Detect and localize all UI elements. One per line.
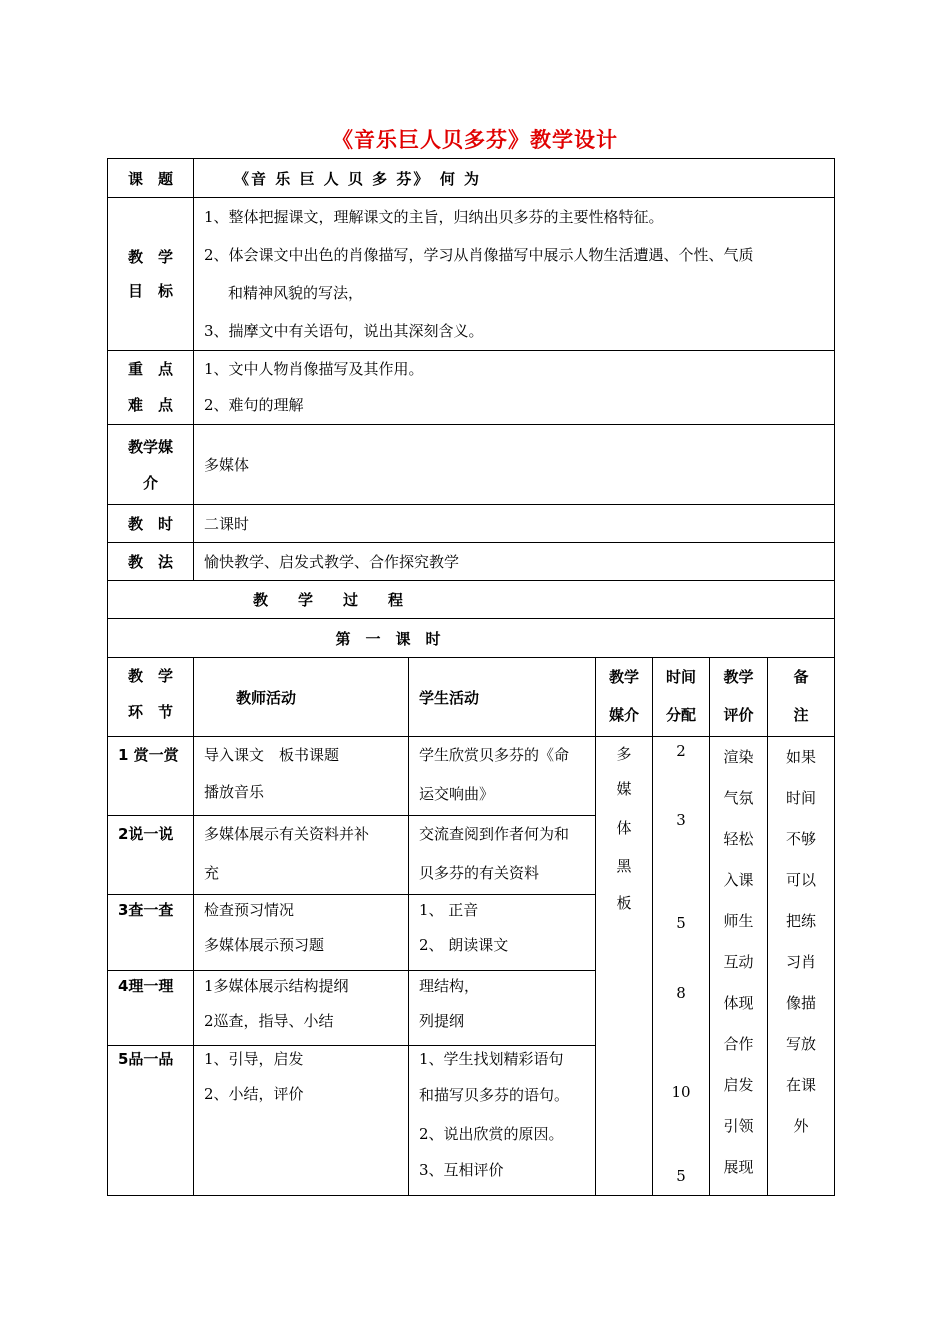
- note-item: 写放: [786, 1035, 817, 1053]
- step-teacher: [194, 971, 409, 1046]
- eval-column: [710, 737, 768, 1196]
- step-student-line: 交流查阅到作者何为和: [419, 825, 570, 843]
- media-label: [108, 425, 194, 505]
- step-teacher-line: 2巡查，指导、小结: [204, 1012, 334, 1030]
- note-item: 像描: [786, 994, 817, 1012]
- note-item: 外: [793, 1117, 809, 1135]
- col-note-header: [768, 658, 835, 737]
- goal-item: 1、整体把握课文，理解课文的主旨，归纳出贝多芬的主要性格特征。: [204, 208, 664, 226]
- key-points-row: [108, 351, 835, 425]
- step-teacher-line: 检查预习情况: [204, 901, 295, 919]
- col-stage-header-line: 环 节: [127, 703, 173, 721]
- col-teacher-header: 教师活动: [194, 658, 409, 737]
- note-item: 在课: [786, 1076, 817, 1094]
- media-column: [596, 737, 653, 1196]
- lesson-header-row: [108, 619, 835, 658]
- step-student-line: 列提纲: [419, 1012, 465, 1030]
- note-item: 习肖: [786, 953, 817, 971]
- step-stage: [108, 816, 194, 895]
- media-col-char: 多: [616, 745, 632, 763]
- step-teacher-line: 1、引导，启发: [204, 1050, 304, 1068]
- goals-label-line-1: 教 学: [127, 248, 173, 266]
- method-row: [108, 543, 835, 581]
- step-stage: [108, 737, 194, 816]
- col-note-header-line: 注: [793, 706, 809, 724]
- step-student-line: 学生欣赏贝多芬的《命: [419, 746, 570, 764]
- eval-item: 合作: [723, 1035, 754, 1053]
- method-label: 教 法: [108, 543, 194, 581]
- key-points-label: [108, 351, 194, 425]
- eval-item: 启发: [723, 1076, 754, 1094]
- goals-row: [108, 198, 835, 351]
- eval-item: 互动: [723, 953, 754, 971]
- step-student-line: 3、互相评价: [419, 1161, 504, 1179]
- step-teacher-line: 2、小结，评价: [204, 1085, 304, 1103]
- step-student: [409, 971, 596, 1046]
- step-teacher: [194, 816, 409, 895]
- eval-item: 轻松: [723, 830, 754, 848]
- step-student-line: 运交响曲》: [419, 785, 495, 803]
- time-value: 10: [671, 1083, 691, 1101]
- col-time-header-line: 时间: [665, 668, 696, 686]
- step-student-line: 和描写贝多芬的语句。: [419, 1086, 570, 1104]
- hours-row: [108, 505, 835, 543]
- step-stage-text: 5品一品: [118, 1050, 174, 1068]
- goals-label-line-2: 目 标: [127, 282, 173, 300]
- column-header-row: [108, 658, 835, 737]
- note-item: 如果: [786, 748, 817, 766]
- eval-item: 渲染: [723, 748, 754, 766]
- eval-item: 体现: [723, 994, 754, 1012]
- note-item: 可以: [786, 871, 817, 889]
- media-col-char: 体: [616, 819, 632, 837]
- step-student: [409, 816, 596, 895]
- step-stage-text: 3查一查: [118, 901, 174, 919]
- step-teacher: [194, 737, 409, 816]
- note-item: 不够: [786, 830, 817, 848]
- note-item: 把练: [786, 912, 817, 930]
- goals-content: [194, 198, 835, 351]
- hours-value: 二课时: [194, 505, 835, 543]
- col-stage-header-line: 教 学: [127, 667, 173, 685]
- media-row: [108, 425, 835, 505]
- time-value: 5: [676, 914, 686, 932]
- key-points-label-line-1: 重 点: [127, 360, 173, 378]
- step-student: [409, 737, 596, 816]
- hours-label: 教 时: [108, 505, 194, 543]
- topic-row: [108, 159, 835, 198]
- media-col-char: 媒: [616, 780, 632, 798]
- step-teacher-line: 充: [204, 864, 220, 882]
- lesson-header: [108, 619, 835, 658]
- key-point-item: 1、文中人物肖像描写及其作用。: [204, 360, 424, 378]
- eval-item: 气氛: [723, 789, 754, 807]
- goal-item: 和精神风貌的写法，: [228, 284, 364, 302]
- col-eval-header-line: 教学: [723, 668, 754, 686]
- col-note-header-line: 备: [793, 668, 809, 686]
- key-points-label-line-2: 难 点: [127, 396, 173, 414]
- media-col-char: 板: [616, 894, 632, 912]
- step-student-line: 贝多芬的有关资料: [419, 864, 540, 882]
- media-value: 多媒体: [194, 425, 835, 505]
- col-eval-header-line: 评价: [723, 706, 754, 724]
- media-label-line-1: 教学媒: [127, 437, 173, 456]
- media-col-char: 黑: [616, 857, 632, 875]
- step-teacher-line: 导入课文 板书课题: [204, 746, 340, 764]
- step-stage-text: 2说一说: [118, 825, 174, 843]
- col-stage-header: [108, 658, 194, 737]
- process-header-row: [108, 581, 835, 619]
- topic-label: 课 题: [108, 159, 194, 198]
- step-teacher-line: 播放音乐: [204, 783, 265, 801]
- step-stage: [108, 895, 194, 971]
- time-column: [653, 737, 710, 1196]
- step-stage-text: 4理一理: [118, 977, 174, 995]
- goal-item: 3、揣摩文中有关语句，说出其深刻含义。: [204, 322, 484, 340]
- col-eval-header: [710, 658, 768, 737]
- step-row: [108, 737, 835, 816]
- eval-item: 师生: [723, 912, 754, 930]
- process-header-text: 教 学 过 程: [252, 591, 403, 609]
- step-student-line: 2、说出欣赏的原因。: [419, 1125, 564, 1143]
- lesson-plan-table: [107, 158, 835, 1196]
- eval-item: 引领: [723, 1117, 754, 1135]
- media-label-line-2: 介: [142, 473, 158, 492]
- step-student: [409, 1046, 596, 1196]
- step-teacher: [194, 895, 409, 971]
- lesson-header-text: 第 一 课 时: [335, 629, 441, 648]
- note-item: 时间: [786, 789, 817, 807]
- col-media-header: [596, 658, 653, 737]
- document-title: 《音乐巨人贝多芬》教学设计: [332, 127, 618, 152]
- step-student: [409, 895, 596, 971]
- goal-item: 2、体会课文中出色的肖像描写，学习从肖像描写中展示人物生活遭遇、个性、气质: [204, 246, 754, 264]
- eval-item: 展现: [723, 1158, 754, 1176]
- note-column: [768, 737, 835, 1196]
- step-student-line: 2、 朗读课文: [419, 936, 509, 954]
- step-stage: [108, 971, 194, 1046]
- step-stage-text: 1 赏一赏: [118, 746, 179, 764]
- key-point-item: 2、难句的理解: [204, 396, 304, 414]
- eval-item: 入课: [723, 871, 754, 889]
- col-media-header-line: 媒介: [608, 706, 639, 724]
- step-student-line: 1、学生找划精彩语句: [419, 1050, 564, 1068]
- time-value: 5: [676, 1167, 686, 1185]
- topic-value: 《音 乐 巨 人 贝 多 芬》 何 为: [194, 159, 835, 198]
- step-teacher-line: 多媒体展示预习题: [204, 936, 325, 954]
- step-teacher-line: 多媒体展示有关资料并补: [204, 825, 370, 843]
- step-stage: [108, 1046, 194, 1196]
- time-value: 8: [676, 984, 686, 1002]
- step-student-line: 理结构，: [419, 977, 480, 995]
- key-points-content: [194, 351, 835, 425]
- time-value: 2: [676, 742, 686, 760]
- col-media-header-line: 教学: [608, 668, 639, 686]
- method-value: 愉快教学、启发式教学、合作探究教学: [194, 543, 835, 581]
- step-teacher: [194, 1046, 409, 1196]
- col-time-header-line: 分配: [665, 706, 696, 724]
- col-student-header: 学生活动: [409, 658, 596, 737]
- step-teacher-line: 1多媒体展示结构提纲: [204, 977, 349, 995]
- col-time-header: [653, 658, 710, 737]
- goals-label: [108, 198, 194, 351]
- step-student-line: 1、 正音: [419, 901, 479, 919]
- process-header: [108, 581, 835, 619]
- time-value: 3: [676, 811, 686, 829]
